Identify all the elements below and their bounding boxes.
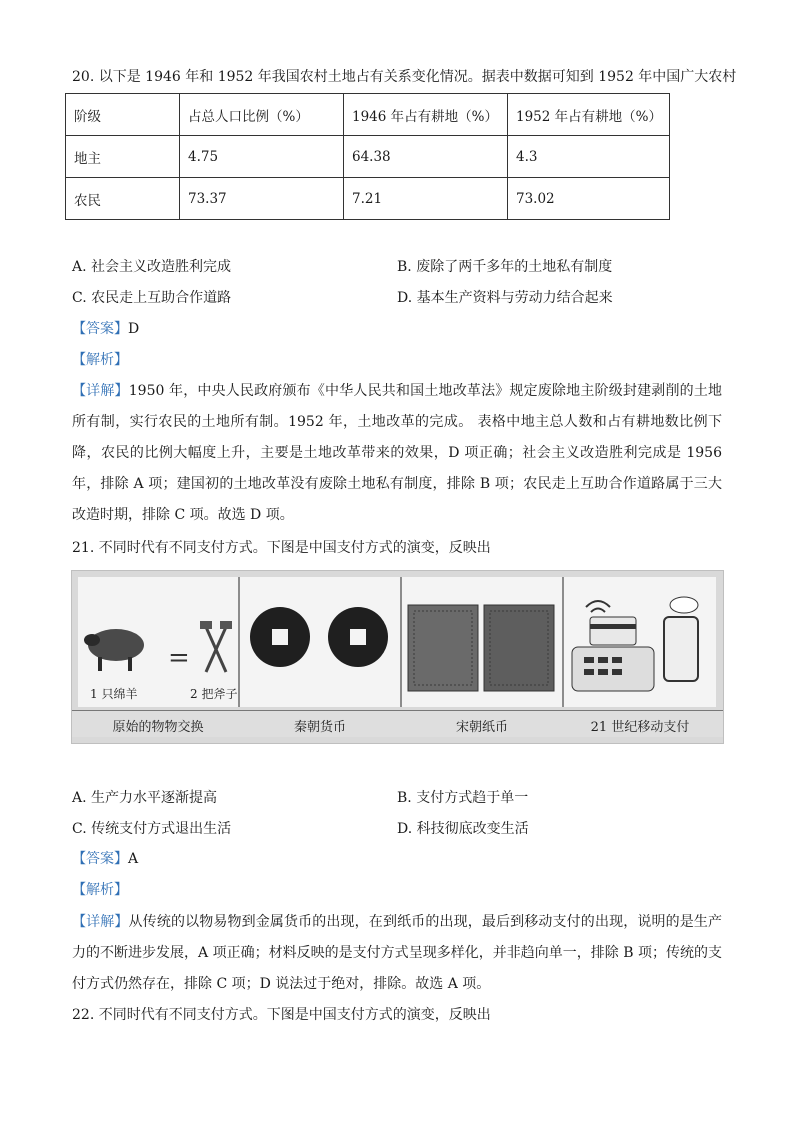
table-cell: 73.37	[180, 178, 344, 220]
q20-option-a[interactable]: A. 社会主义改造胜利完成	[72, 259, 232, 275]
table-header-cell: 占总人口比例（%）	[180, 94, 344, 136]
caption-mobile-payment: 21 世纪移动支付	[590, 720, 690, 735]
barter-panel	[78, 577, 240, 707]
equals-sign: =	[168, 643, 190, 673]
axe-label: 2 把斧子	[190, 687, 238, 701]
table-header-cell: 1946 年占有耕地（%）	[344, 94, 508, 136]
q21-option-b[interactable]: B. 支付方式趋于单一	[397, 790, 529, 806]
payment-evolution-figure	[71, 570, 724, 744]
sheep-label: 1 只绵羊	[90, 687, 138, 701]
bank-card-icon	[590, 617, 636, 645]
answer-value: A	[128, 851, 139, 867]
q20-stem: 20. 以下是 1946 年和 1952 年我国农村土地占有关系变化情况。据表中数据可知到 1952 年中国广大农村	[72, 69, 737, 85]
table-cell: 农民	[66, 178, 180, 220]
land-ownership-table	[65, 93, 670, 220]
song-paper-money-panel	[402, 577, 564, 707]
detail-text: 从传统的以物易物到金属货币的出现，在到纸币的出现，最后到移动支付的出现，说明的是生产力的不断进步发展，A 项正确；材料反映的是支付方式呈现多样化，并非趋向单一，排除 B 项；传统的支付方式仍然存在，排除 C 项；D 说法过于绝对，排除。故选 A 项。	[72, 914, 723, 992]
axe-icon	[200, 621, 232, 672]
q21-analysis-tag: 【解析】	[72, 882, 128, 898]
table-cell: 4.3	[508, 136, 670, 178]
q20-option-b[interactable]: B. 废除了两千多年的土地私有制度	[397, 259, 613, 275]
table-row	[66, 136, 670, 178]
detail-tag: 【详解】	[72, 914, 129, 930]
mobile-payment-illustration	[564, 577, 716, 707]
q20-option-d[interactable]: D. 基本生产资料与劳动力结合起来	[397, 290, 613, 306]
q21-option-a[interactable]: A. 生产力水平逐渐提高	[72, 790, 218, 806]
q21-stem: 21. 不同时代有不同支付方式。下图是中国支付方式的演变，反映出	[72, 540, 491, 556]
q22-stem: 22. 不同时代有不同支付方式。下图是中国支付方式的演变，反映出	[72, 1007, 491, 1023]
q21-option-d[interactable]: D. 科技彻底改变生活	[397, 821, 529, 837]
q20-analysis-tag: 【解析】	[72, 352, 128, 368]
smartphone-icon	[664, 617, 698, 681]
caption-barter: 原始的物物交换	[112, 720, 204, 735]
q21-answer	[72, 849, 138, 869]
q20-detail	[72, 376, 722, 531]
table-cell: 64.38	[344, 136, 508, 178]
table-cell: 地主	[66, 136, 180, 178]
speech-bubble-icon	[670, 597, 698, 613]
table-row	[66, 178, 670, 220]
caption-qin-coins: 秦朝货币	[293, 720, 346, 735]
answer-value: D	[128, 321, 140, 337]
banknote-icon	[408, 605, 478, 691]
wireless-icon	[586, 601, 610, 607]
table-cell: 7.21	[344, 178, 508, 220]
table-cell: 4.75	[180, 136, 344, 178]
answer-tag: 【答案】	[72, 851, 128, 867]
q21-option-c[interactable]: C. 传统支付方式退出生活	[72, 821, 232, 837]
q20-option-c[interactable]: C. 农民走上互助合作道路	[72, 290, 232, 306]
coin-illustration	[240, 577, 400, 707]
table-cell: 73.02	[508, 178, 670, 220]
paper-money-illustration	[402, 577, 562, 707]
qin-coins-panel	[240, 577, 402, 707]
table-header-cell: 1952 年占有耕地（%）	[508, 94, 670, 136]
detail-tag: 【详解】	[72, 383, 129, 399]
q20-answer	[72, 319, 139, 339]
answer-tag: 【答案】	[72, 321, 128, 337]
mobile-payment-panel	[564, 577, 716, 707]
q21-detail	[72, 907, 722, 1000]
table-header-cell: 阶级	[66, 94, 180, 136]
banknote-icon	[484, 605, 554, 691]
caption-song-paper-money: 宋朝纸币	[455, 720, 508, 735]
detail-text: 1950 年，中央人民政府颁布《中华人民共和国土地改革法》规定废除地主阶级封建剥削的土地所有制，实行农民的土地所有制。1952 年，土地改革的完成。 表格中地主总人数和占有耕地数比例下降，农民的比例大幅度上升，主要是土地改革带来的效果，D 项正确；社会主义改造胜利完成是 1956 年，排除 A 项；建国初的土地改革没有废除土地私有制度，排除 B 项；农民走上互助合作道路属于三大改造时期，排除 C 项。故选 D 项。	[72, 383, 723, 523]
table-header-row	[66, 94, 670, 136]
